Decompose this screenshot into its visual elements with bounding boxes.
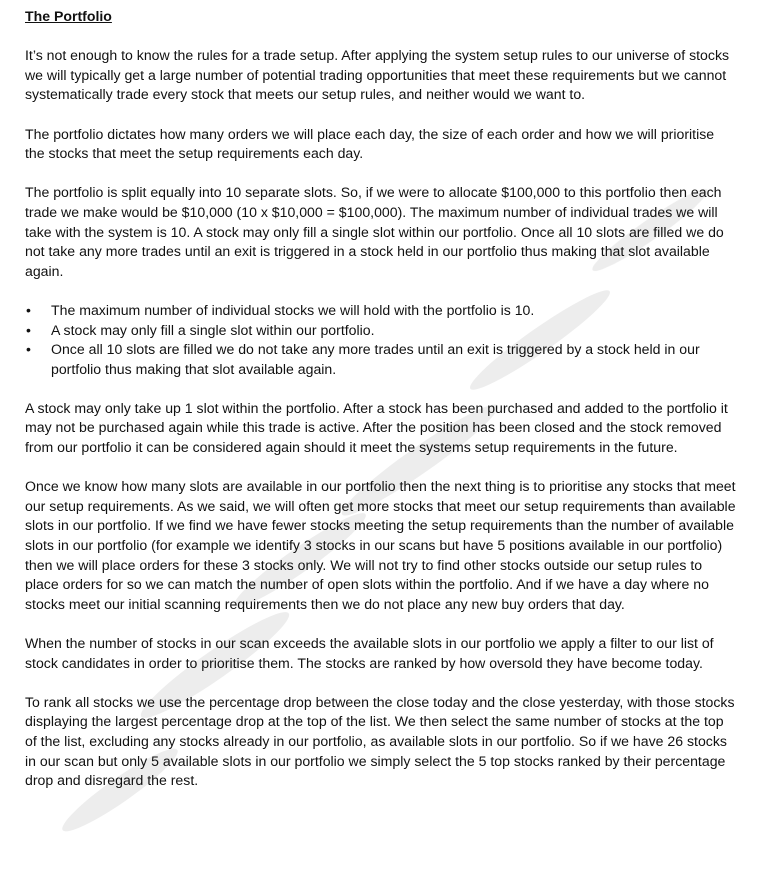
bullet-item (25, 340, 737, 379)
page-title: The Portfolio (25, 8, 112, 24)
bullet-glyph: • (26, 341, 31, 358)
bullet-text: Once all 10 slots are filled we do not take any more trades until an exit is triggered by a stock held in our portfolio thus making that slot available again. (51, 341, 700, 377)
bullet-item (25, 301, 737, 321)
bullet-glyph: • (26, 321, 31, 338)
bullet-glyph: • (26, 301, 31, 318)
paragraph-3: The portfolio is split equally into 10 separate slots. So, if we were to allocate $100,000 to this portfolio then each trade we make would be $10,000 (10 x $10,000 = $100,000). The maximum number of individual trades we will take with the system is 10. A stock may only fill a single slot within our portfolio. Once all 10 slots are filled we do not take any more trades until an exit is triggered in a stock held in our portfolio thus making that slot available again. (25, 184, 724, 279)
paragraph-6: When the number of stocks in our scan exceeds the available slots in our portfolio we apply a filter to our list of stock candidates in order to prioritise them. The stocks are ranked by how oversold they have become today. (25, 635, 714, 671)
bullet-item (25, 321, 737, 341)
bullet-list (25, 301, 737, 379)
paragraph-4: A stock may only take up 1 slot within the portfolio. After a stock has been purchased and added to the portfolio it may not be purchased again while this trade is active. After the position has been closed and the stock removed from our portfolio it can be considered again should it meet the systems setup requirements in the future. (25, 399, 728, 456)
bullet-text: A stock may only fill a single slot within our portfolio. (51, 321, 375, 338)
paragraph-2: The portfolio dictates how many orders we will place each day, the size of each order and how we will prioritise the stocks that meet the setup requirements each day. (25, 125, 715, 162)
paragraph-5: Once we know how many slots are available in our portfolio then the next thing is to prioritise any stocks that meet our setup requirements. As we said, we will often get more stocks that meet our setup requirements than available slots in our portfolio. If we find we have fewer stocks meeting the setup requirements than the number of available slots in our portfolio (for example we identify 3 stocks in our scans but have 5 positions available in our portfolio) then we will place orders for these 3 stocks only. We will not try to find other stocks outside our setup rules to place orders for so we can match the number of open slots within the portfolio. And if we have a day where no stocks meet our initial scanning requirements then we do not place any new buy orders that day. (25, 478, 736, 612)
paragraph-1: It’s not enough to know the rules for a trade setup. After applying the system setup rules to our universe of stocks we will typically get a large number of potential trading opportunities that meet these requirements but we cannot systematically trade every stock that meets our setup rules, and neither would we want to. (25, 47, 730, 103)
document-page (25, 7, 737, 810)
bullet-text: The maximum number of individual stocks we will hold with the portfolio is 10. (51, 301, 535, 318)
paragraph-7: To rank all stocks we use the percentage drop between the close today and the close yesterday, with those stocks displaying the largest percentage drop at the top of the list. We then select the same number of stocks at the top of the list, excluding any stocks already in our portfolio, as available slots in our portfolio. So if we have 26 stocks in our scan but only 5 available slots in our portfolio we simply select the 5 top stocks ranked by their percentage drop and disregard the rest. (25, 693, 735, 789)
